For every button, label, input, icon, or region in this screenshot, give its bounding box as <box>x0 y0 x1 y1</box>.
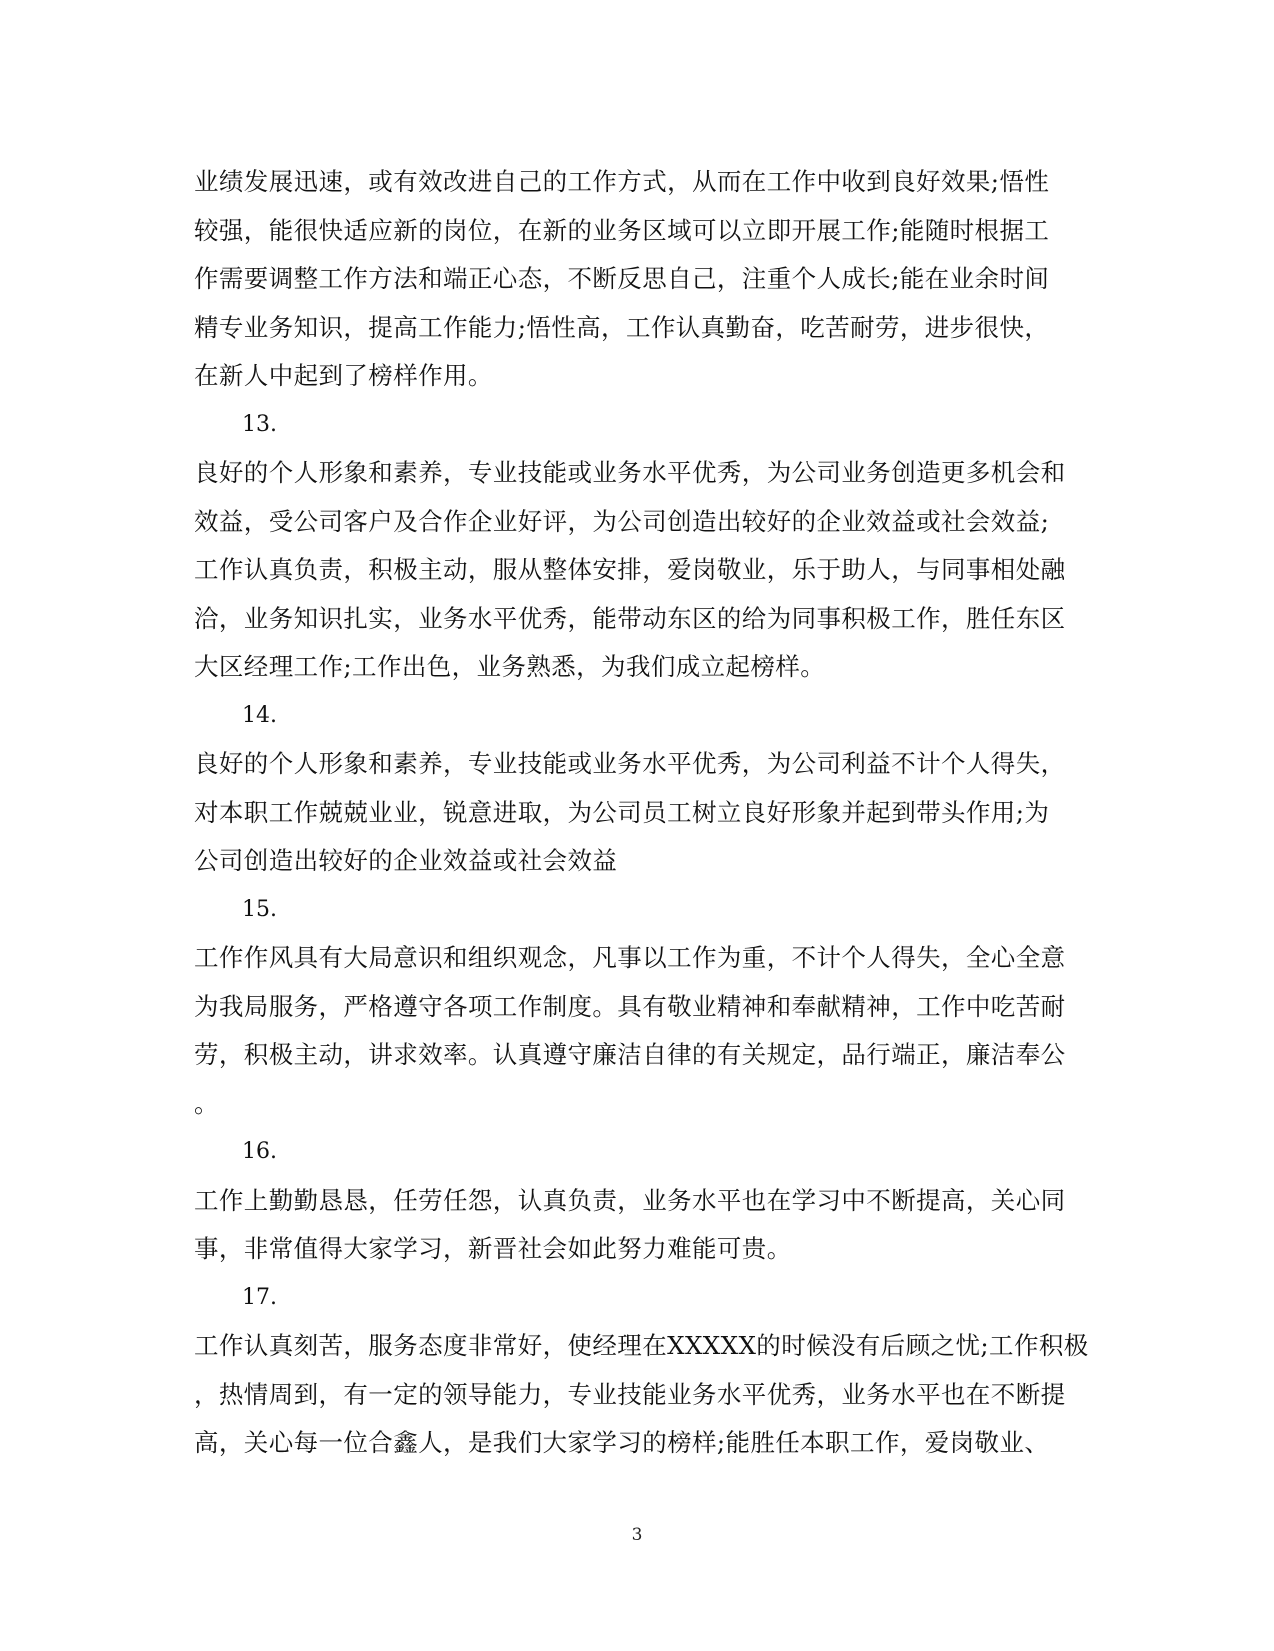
text-line: ，热情周到，有一定的领导能力，专业技能业务水平优秀，业务水平也在不断提 <box>194 1379 1066 1409</box>
text-line: 高，关心每一位合鑫人，是我们大家学习的榜样;能胜任本职工作，爱岗敬业、 <box>194 1428 1050 1457</box>
section-number: 13. <box>242 411 277 437</box>
text-line: 效益，受公司客户及合作企业好评，为公司创造出较好的企业效益或社会效益; <box>194 506 1050 536</box>
text-line: 大区经理工作;工作出色，业务熟悉，为我们成立起榜样。 <box>194 652 826 681</box>
section-number: 17. <box>242 1284 277 1310</box>
text-line: 公司创造出较好的企业效益或社会效益 <box>194 846 618 875</box>
section-continuation <box>194 158 1074 401</box>
section-16 <box>194 1128 1074 1274</box>
text-line: 作需要调整工作方法和端正心态，不断反思自己，注重个人成长;能在业余时间 <box>194 264 1050 293</box>
text-line: 良好的个人形象和素养，专业技能或业务水平优秀，为公司利益不计个人得失， <box>194 749 1066 778</box>
text-line: 业绩发展迅速，或有效改进自己的工作方式，从而在工作中收到良好效果;悟性 <box>194 167 1050 196</box>
section-number: 15. <box>242 896 277 922</box>
section-number: 16. <box>242 1139 277 1164</box>
text-line: 。 <box>194 1088 219 1118</box>
section-number: 14. <box>242 702 277 728</box>
text-line: 工作认真刻苦，服务态度非常好，使经理在XXXXX的时候没有后顾之忧;工作积极 <box>194 1331 1089 1360</box>
text-line: 较强，能很快适应新的岗位，在新的业务区域可以立即开展工作;能随时根据工 <box>194 215 1050 245</box>
text-line: 劳，积极主动，讲求效率。认真遵守廉洁自律的有关规定，品行端正，廉洁奉公 <box>194 1040 1066 1069</box>
text-line: 事，非常值得大家学习，新晋社会如此努力难能可贵。 <box>194 1234 792 1263</box>
text-line: 良好的个人形象和素养，专业技能或业务水平优秀，为公司业务创造更多机会和 <box>194 458 1066 487</box>
section-13 <box>194 401 1074 692</box>
document-body <box>194 158 1089 1468</box>
page-number: 3 <box>631 1525 643 1545</box>
text-line: 洽，业务知识扎实，业务水平优秀，能带动东区的给为同事积极工作，胜任东区 <box>194 603 1066 633</box>
text-line: 在新人中起到了榜样作用。 <box>194 361 493 390</box>
section-17 <box>194 1274 1089 1468</box>
section-15 <box>194 886 1074 1129</box>
text-line: 工作上勤勤恳恳，任劳任怨，认真负责，业务水平也在学习中不断提高，关心同 <box>194 1185 1066 1215</box>
text-line: 工作作风具有大局意识和组织观念，凡事以工作为重，不计个人得失，全心全意 <box>194 943 1066 972</box>
text-line: 精专业务知识，提高工作能力;悟性高，工作认真勤奋，吃苦耐劳，进步很快， <box>194 312 1050 342</box>
text-line: 为我局服务，严格遵守各项工作制度。具有敬业精神和奉献精神，工作中吃苦耐 <box>194 991 1066 1021</box>
text-line: 对本职工作兢兢业业，锐意进取，为公司员工树立良好形象并起到带头作用;为 <box>194 797 1050 827</box>
section-14 <box>194 692 1074 886</box>
text-line: 工作认真负责，积极主动，服从整体安排，爱岗敬业，乐于助人，与同事相处融 <box>194 555 1066 584</box>
